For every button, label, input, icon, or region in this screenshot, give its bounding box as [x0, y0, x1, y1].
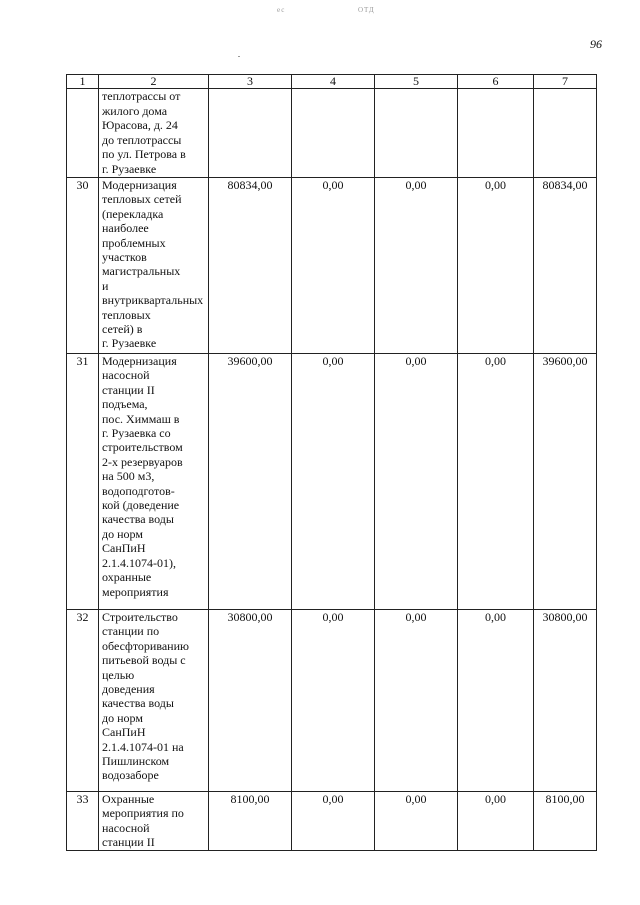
cell-col4 — [292, 89, 375, 178]
row-description: Строительство станции по обесфториванию питьевой воды с целью доведения качества воды до норм СанПиН 2.1.4.1074-01 на Пишлинском водозаборе — [99, 610, 209, 792]
cell-col5 — [375, 89, 458, 178]
cell-col6: 0,00 — [458, 354, 534, 610]
row-description: Модернизация тепловых сетей (перекладка наиболее проблемных участков магистральных и внутриквартальных тепловых сетей) в г. Рузаевке — [99, 178, 209, 354]
row-number: 30 — [67, 178, 99, 354]
column-header: 2 — [99, 75, 209, 89]
cell-col6: 0,00 — [458, 792, 534, 851]
header-row — [67, 75, 597, 89]
page-number: 96 — [590, 37, 602, 51]
cell-col4: 0,00 — [292, 792, 375, 851]
scan-mark: ОТД — [358, 6, 375, 14]
cell-col6 — [458, 89, 534, 178]
cell-col7: 30800,00 — [534, 610, 597, 792]
cell-col7: 39600,00 — [534, 354, 597, 610]
table-row — [67, 792, 597, 851]
row-description: Охранные мероприятия по насосной станции II — [99, 792, 209, 851]
cell-col3: 80834,00 — [209, 178, 292, 354]
budget-table — [66, 74, 597, 851]
cell-col7 — [534, 89, 597, 178]
cell-col4: 0,00 — [292, 610, 375, 792]
cell-col4: 0,00 — [292, 354, 375, 610]
column-header: 5 — [375, 75, 458, 89]
table-row — [67, 610, 597, 792]
cell-col7: 80834,00 — [534, 178, 597, 354]
column-header: 7 — [534, 75, 597, 89]
row-number: 31 — [67, 354, 99, 610]
column-header: 1 — [67, 75, 99, 89]
column-header: 3 — [209, 75, 292, 89]
cell-col7: 8100,00 — [534, 792, 597, 851]
row-description: теплотрассы от жилого дома Юрасова, д. 24 до теплотрассы по ул. Петрова в г. Рузаевке — [99, 89, 209, 178]
row-number — [67, 89, 99, 178]
cell-col3: 39600,00 — [209, 354, 292, 610]
cell-col5: 0,00 — [375, 354, 458, 610]
cell-col4: 0,00 — [292, 178, 375, 354]
cell-col5: 0,00 — [375, 792, 458, 851]
row-description: Модернизация насосной станции II подъема, пос. Химмаш в г. Рузаевка со строительством 2-х резервуаров на 500 м3, водоподготов- кой (доведение качества воды до норм СанПиН 2.1.4.1074-01), охранные мероприятия — [99, 354, 209, 610]
scan-speck — [238, 56, 240, 57]
cell-col6: 0,00 — [458, 610, 534, 792]
cell-col3: 8100,00 — [209, 792, 292, 851]
scan-mark: ес — [277, 6, 286, 14]
cell-col6: 0,00 — [458, 178, 534, 354]
column-header: 6 — [458, 75, 534, 89]
cell-col5: 0,00 — [375, 610, 458, 792]
table-row — [67, 354, 597, 610]
row-number: 33 — [67, 792, 99, 851]
cell-col3 — [209, 89, 292, 178]
table-row — [67, 178, 597, 354]
table-row — [67, 89, 597, 178]
cell-col3: 30800,00 — [209, 610, 292, 792]
column-header: 4 — [292, 75, 375, 89]
row-number: 32 — [67, 610, 99, 792]
cell-col5: 0,00 — [375, 178, 458, 354]
